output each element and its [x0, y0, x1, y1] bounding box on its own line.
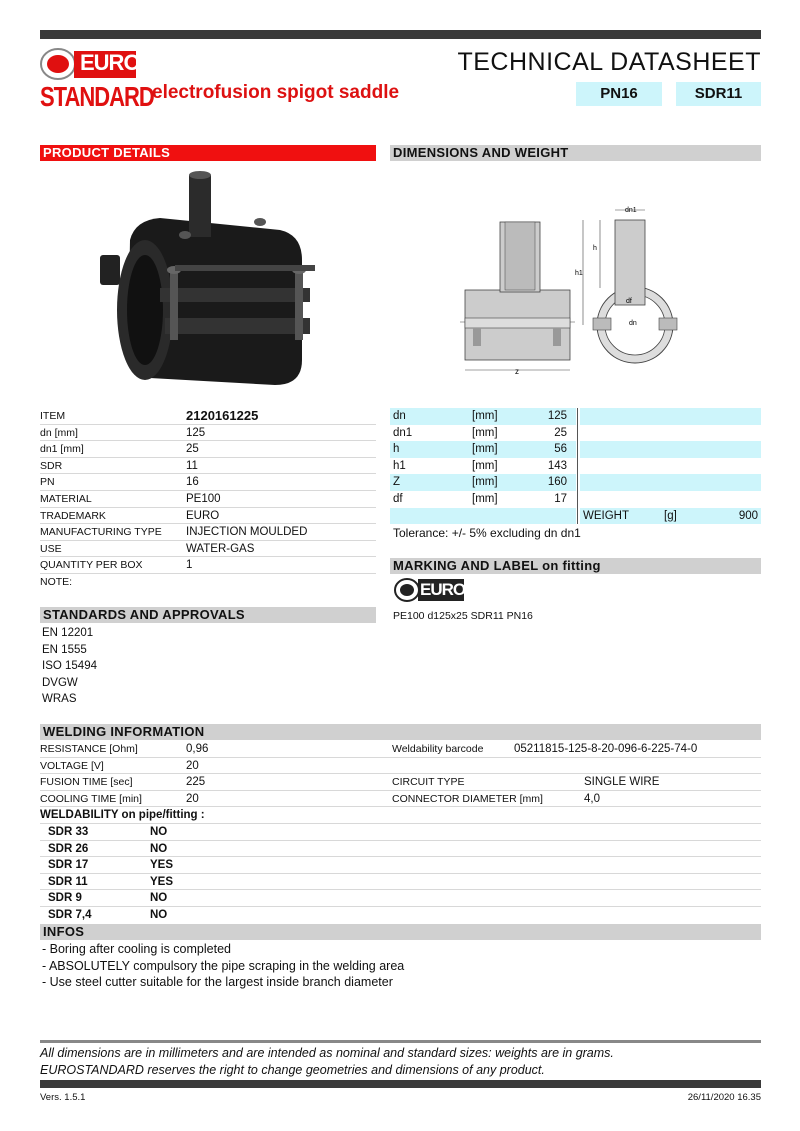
table-row: [40, 458, 376, 475]
row-value: 25: [186, 443, 199, 456]
list-item: WRAS: [42, 693, 77, 706]
weight-label: WEIGHT: [583, 509, 629, 522]
logo-text-standard: STANDARD: [40, 80, 154, 112]
row-value: INJECTION MOULDED: [186, 526, 308, 539]
weight-spacer: [580, 474, 761, 491]
table-row: [40, 791, 761, 808]
section-standards: STANDARDS AND APPROVALS: [40, 607, 376, 623]
footer-divider: [40, 1040, 761, 1043]
footer-note-1: All dimensions are in millimeters and are intended as nominal and standard sizes: weights are in grams.: [40, 1046, 614, 1060]
table-row: [40, 907, 761, 924]
dim-row: [390, 474, 576, 491]
marking-text: PE100 d125x25 SDR11 PN16: [393, 610, 533, 622]
dim-unit: [mm]: [472, 410, 498, 422]
row-label: QUANTITY PER BOX: [40, 559, 143, 572]
welding-table: [40, 741, 761, 924]
table-row: [40, 741, 761, 758]
marking-logo-text: EURO: [420, 580, 466, 599]
weight-spacer: [580, 441, 761, 458]
dim-unit: [mm]: [472, 476, 498, 489]
logo-text-euro: EURO: [80, 50, 140, 75]
sdr-label: SDR 11: [48, 875, 88, 888]
section-product-details: PRODUCT DETAILS: [40, 145, 376, 161]
dim-row: [390, 425, 576, 442]
dim-unit: [mm]: [472, 426, 498, 439]
drawing-label-df: df: [626, 298, 632, 305]
weight-spacer: [580, 491, 761, 508]
dim-unit: [mm]: [472, 443, 498, 456]
weldability-barcode: 05211815-125-8-20-096-6-225-74-0: [514, 743, 698, 755]
row-label: ITEM: [40, 410, 66, 422]
table-row: [40, 890, 761, 907]
row-value: 0,96: [186, 743, 209, 755]
row-label: dn1 [mm]: [40, 443, 84, 456]
tolerance-note: Tolerance: +/- 5% excluding dn dn1: [393, 526, 581, 540]
row-value: 4,0: [584, 792, 600, 805]
list-item: - ABSOLUTELY compulsory the pipe scraping in the welding area: [42, 958, 405, 973]
table-row: [40, 524, 376, 541]
row-label: RESISTANCE [Ohm]: [40, 743, 138, 755]
eurostandard-logo: [40, 44, 154, 114]
row-label: TRADEMARK: [40, 509, 106, 522]
dim-name: h: [393, 443, 400, 456]
dim-name: Z: [393, 476, 401, 489]
weight-value: 900: [738, 509, 758, 522]
drawing-label-h1: h1: [575, 270, 583, 277]
weight-unit: [g]: [664, 509, 677, 522]
row-value: 20: [186, 792, 199, 805]
dim-row: [390, 441, 576, 458]
row-value: EURO: [186, 509, 220, 522]
sdr-compat: NO: [150, 908, 168, 921]
list-item: DVGW: [42, 676, 78, 689]
badge-pn: PN16: [576, 82, 662, 106]
drawing-label-dn1: dn1: [625, 207, 637, 214]
table-row: [40, 441, 376, 458]
drawing-label-h: h: [593, 245, 597, 252]
table-row: [40, 425, 376, 442]
list-item: EN 12201: [42, 627, 94, 639]
sdr-label: SDR 26: [48, 842, 89, 855]
table-row: [40, 474, 376, 491]
list-item: - Use steel cutter suitable for the largest inside branch diameter: [42, 975, 393, 990]
dim-unit: [mm]: [472, 459, 498, 472]
table-row: [40, 857, 761, 874]
row-label: COOLING TIME [min]: [40, 792, 142, 805]
dim-name: h1: [393, 459, 406, 472]
row-value: PE100: [186, 492, 221, 505]
weight-spacer: [580, 408, 761, 425]
row-label: FUSION TIME [sec]: [40, 776, 133, 789]
sdr-compat: YES: [150, 859, 174, 872]
dim-value: 25: [554, 426, 567, 439]
print-date: 26/11/2020 16.35: [687, 1092, 761, 1103]
row-value: 16: [186, 476, 199, 489]
row-value: 1: [186, 559, 193, 572]
top-bar: [40, 30, 761, 39]
sdr-label: SDR 17: [48, 859, 89, 872]
row-label: Weldability barcode: [392, 743, 484, 755]
sdr-label: SDR 9: [48, 892, 82, 905]
row-value: WATER-GAS: [186, 542, 255, 555]
product-image: [90, 170, 320, 400]
sdr-compat: NO: [150, 892, 168, 905]
table-row: [40, 774, 761, 791]
drawing-label-dn: dn: [629, 320, 637, 327]
dim-name: df: [393, 492, 403, 505]
row-value: 125: [186, 426, 206, 439]
table-row: [40, 541, 376, 558]
row-label: VOLTAGE [V]: [40, 759, 104, 772]
divider: [577, 408, 578, 524]
row-label: NOTE:: [40, 575, 73, 588]
row-label: USE: [40, 542, 62, 555]
badge-sdr: SDR11: [676, 82, 761, 106]
row-label: CONNECTOR DIAMETER [mm]: [392, 792, 543, 805]
dim-unit: [mm]: [472, 492, 498, 505]
sdr-compat: YES: [150, 875, 174, 888]
marking-logo: [394, 577, 466, 603]
row-value: 20: [186, 759, 199, 772]
dim-row: [390, 508, 576, 525]
version-label: Vers. 1.5.1: [40, 1092, 86, 1103]
weight-spacer: [580, 425, 761, 442]
list-item: ISO 15494: [42, 660, 97, 673]
table-row: [40, 841, 761, 858]
list-item: EN 1555: [42, 643, 87, 656]
dim-row: [390, 458, 576, 475]
dimensions-table: [390, 408, 576, 524]
section-dimensions-weight: DIMENSIONS AND WEIGHT: [390, 145, 761, 161]
technical-drawing: [455, 200, 690, 380]
product-details-table: [40, 408, 376, 591]
page-title: TECHNICAL DATASHEET: [457, 48, 761, 76]
section-marking: MARKING AND LABEL on fitting: [390, 558, 761, 574]
footer-note-2: EUROSTANDARD reserves the right to change geometries and dimensions of any product.: [40, 1063, 545, 1077]
weight-column: [580, 408, 761, 524]
standards-list: [42, 625, 97, 708]
row-label: MATERIAL: [40, 492, 92, 505]
drawing-label-z: z: [515, 367, 519, 376]
infos-list: [42, 941, 404, 991]
table-row: [40, 508, 376, 525]
dim-row: [390, 408, 576, 425]
table-row: [40, 408, 376, 425]
row-value: 225: [186, 776, 206, 789]
footer-bar: [40, 1080, 761, 1088]
dim-value: 143: [547, 459, 567, 472]
row-label: CIRCUIT TYPE: [392, 776, 465, 789]
section-welding: WELDING INFORMATION: [40, 724, 761, 740]
dim-name: dn: [393, 410, 406, 422]
item-code: 2120161225: [186, 408, 259, 423]
table-row: [40, 824, 761, 841]
product-subtitle: electrofusion spigot saddle: [152, 82, 400, 103]
dim-value: 160: [547, 476, 567, 489]
row-label: MANUFACTURING TYPE: [40, 526, 162, 539]
dim-value: 56: [554, 443, 567, 456]
sdr-compat: NO: [150, 825, 168, 838]
row-label: dn [mm]: [40, 426, 78, 439]
weldability-title: WELDABILITY on pipe/fitting :: [40, 807, 761, 824]
sdr-label: SDR 33: [48, 825, 89, 838]
dim-value: 125: [547, 410, 567, 422]
table-row: [40, 491, 376, 508]
weight-spacer: [580, 458, 761, 475]
table-row: [40, 574, 376, 591]
table-row: [40, 557, 376, 574]
dim-value: 17: [554, 492, 567, 505]
dim-name: dn1: [393, 426, 413, 439]
list-item: - Boring after cooling is completed: [42, 942, 231, 956]
sdr-compat: NO: [150, 842, 168, 855]
table-row: [40, 758, 761, 775]
weight-row: [580, 508, 761, 525]
section-infos: INFOS: [40, 924, 761, 940]
table-row: [40, 874, 761, 891]
row-label: SDR: [40, 459, 63, 472]
row-value: 11: [186, 459, 198, 472]
row-value: SINGLE WIRE: [584, 776, 660, 789]
row-label: PN: [40, 476, 55, 489]
sdr-label: SDR 7,4: [48, 908, 92, 921]
dim-row: [390, 491, 576, 508]
